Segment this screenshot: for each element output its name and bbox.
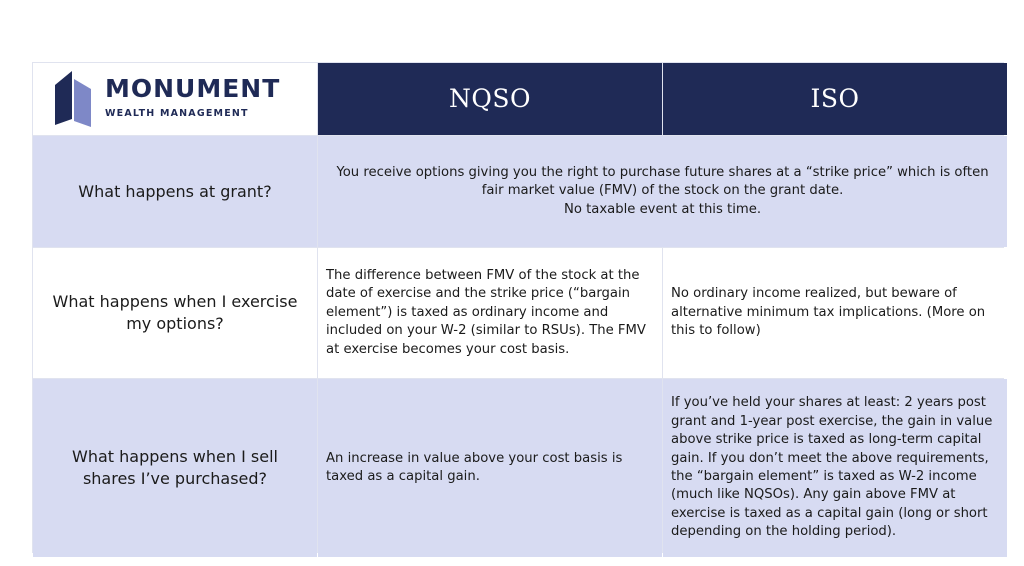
header-iso: ISO bbox=[663, 63, 1007, 135]
answer-sell-iso bbox=[663, 379, 1007, 557]
answer-exercise-iso-text: No ordinary income realized, but beware of alternative minimum tax implications. (More on this to follow) bbox=[671, 286, 986, 339]
brand-name: MONUMENT bbox=[105, 73, 281, 103]
question-exercise: What happens when I exercise my options? bbox=[33, 248, 317, 378]
logo-cell bbox=[33, 63, 317, 135]
answer-grant-line: You receive options giving you the right to purchase future shares at a “strike price” which is often fair market value (FMV) of the stock on the grant date. bbox=[336, 164, 989, 199]
answer-sell-iso-text: If you’ve held your shares at least: 2 years post grant and 1-year post exercise, the gain in value above strike price is taxed as long-term capital gain. If you don’t meet the above requirements, the “bargain element” is taxed as W-2 income (much like NQSOs). Any gain above FMV at exercise is taxed as a capital gain (long or short depending on the holding period). bbox=[671, 395, 993, 540]
question-sell: What happens when I sell shares I’ve purchased? bbox=[33, 379, 317, 557]
question-grant: What happens at grant? bbox=[33, 136, 317, 247]
logo-text bbox=[105, 75, 280, 123]
answer-grant-line: No taxable event at this time. bbox=[563, 201, 762, 217]
answer-sell-nqso bbox=[318, 379, 662, 557]
answer-exercise-nqso bbox=[318, 248, 662, 378]
answer-exercise-nqso-text: The difference between FMV of the stock at the date of exercise and the strike price (“bargain element”) is taxed as ordinary income and included on your W-2 (similar to RSUs). The FMV at exercise becomes your cost basis. bbox=[326, 267, 646, 357]
answer-grant bbox=[318, 136, 1007, 247]
header-nqso: NQSO bbox=[318, 63, 662, 135]
answer-sell-nqso-text: An increase in value above your cost basis is taxed as a capital gain. bbox=[326, 450, 623, 484]
answer-exercise-iso bbox=[663, 248, 1007, 378]
brand-subtitle: WEALTH MANAGEMENT bbox=[105, 107, 249, 119]
monument-logo-icon bbox=[55, 71, 93, 127]
comparison-table bbox=[32, 62, 1004, 553]
